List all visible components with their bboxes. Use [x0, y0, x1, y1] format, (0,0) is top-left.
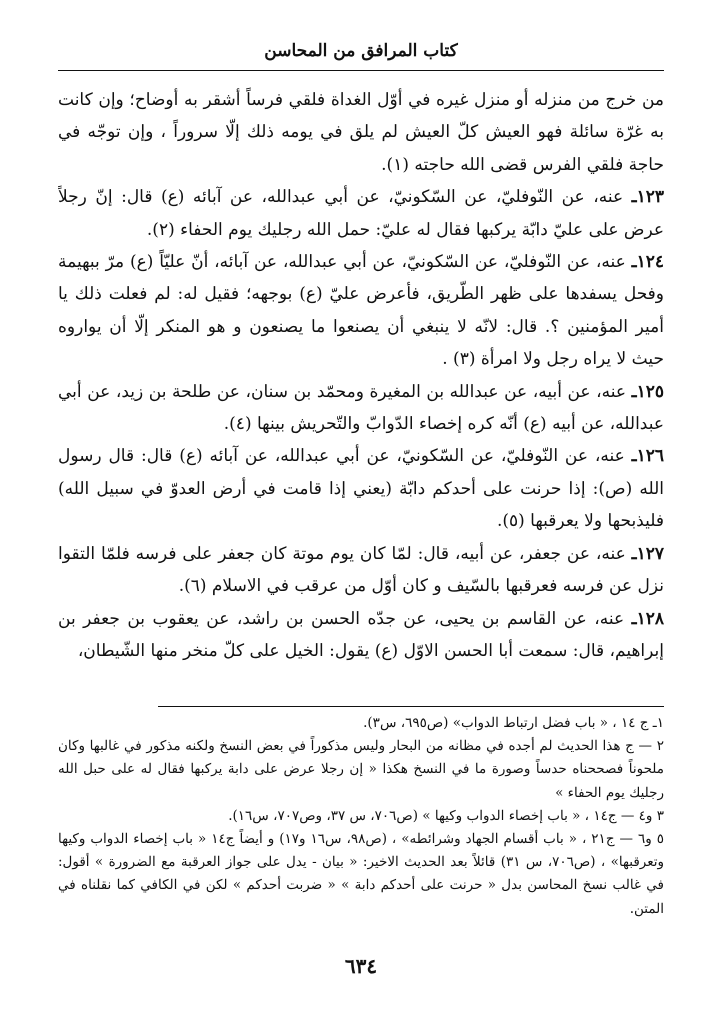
hadith-text: عنه، عن جعفر، عن أبيه، قال: لمّا كان يوم موتة كان جعفر على فرسه فلمّا التقوا نزل عن فرسه فعرقبها بالسّيف و كان أوّل من عرقب في الاسلام (٦). [58, 543, 664, 597]
book-page [58, 36, 664, 996]
running-head: كتاب المرافق من المحاسن [264, 41, 458, 61]
footnote-rule [158, 706, 664, 707]
hadith-text: عنه، عن القاسم بن يحيى، عن جدّه الحسن بن راشد، عن يعقوب بن جعفر بن إبراهيم، قال: سمعت أبا الحسن الاوّل (ع) يقول: الخيل على كلّ منخر منها الشّيطان، [58, 608, 664, 661]
hadith-number: ١٢٨ـ [631, 608, 664, 629]
hadith-text: عنه، عن أبيه، عن عبدالله بن المغيرة ومحمّد بن سنان، عن طلحة بن زيد، عن أبي عبدالله، عن أبيه (ع) أنّه كره إخصاء الدّوابّ والتّحريش بينها (٤). [58, 381, 664, 435]
main-text [58, 84, 664, 732]
hadith-126 [58, 440, 664, 537]
hadith-text: عنه، عن النّوفليّ، عن السّكونيّ، عن أبي عبدالله، عن آبائه (ع) قال: قال رسول الله (ص): إذا حرنت على أحدكم دابّة (يعني إذا قامت في أرض العدوّ في سبيل الله) فليذبحها ولا يعرقبها (٥). [58, 446, 664, 532]
hadith-number: ١٢٧ـ [631, 543, 664, 564]
hadith-127 [58, 538, 664, 603]
hadith-125 [58, 376, 664, 441]
hadith-text: عنه، عن النّوفليّ، عن السّكونيّ، عن أبي عبدالله، عن آبائه، أنّ عليّاً (ع) مرّ ببهيمة وفحل يسفدها على ظهر الطّريق، فأعرض عليّ (ع) بوجهه؛ فقيل له: لم فعلت ذلك يا أمير المؤمنين ؟. قال: لانّه لا ينبغي أن يصنعوا ما يصنعون و هو المنكر إلّا أن يواروه حيث لا يراه رجل ولا امرأة (٣) . [58, 252, 664, 370]
hadith-text: عنه، عن النّوفليّ، عن السّكونيّ، عن أبي عبدالله، عن آبائه (ع) قال: إنّ رجلاً عرض على عليّ دابّة يركبها فقال له عليّ: حمل الله رجليك يوم الحفاء (٢). [58, 187, 664, 240]
footnote-1: ١ـ ج ١٤ ، « باب فضل ارتباط الدواب» (ص٦٩٥، س٣). [363, 715, 664, 731]
footnotes [58, 712, 664, 944]
footnote-2: ٢ — ج هذا الحديث لم أجده في مظانه من البحار وليس مذكوراً في بعض النسخ ولكنه مذكور في غالبها وكان ملحوناً فصححناه حدساً وصورة ما في النسخ هكذا « إن رجلا عرض على دابة يركبها فقال له على حبل الله رجليك يوم الحفاء » [58, 738, 664, 801]
hadith-123 [58, 181, 664, 246]
hadith-number: ١٢٥ـ [631, 381, 664, 402]
hadith-number: ١٢٣ـ [631, 187, 664, 208]
page-number: ٦٣٤ [344, 954, 378, 978]
header-rule [58, 70, 664, 71]
footnote-3-4: ٣ و٤ — ج١٤ ، « باب إخصاء الدواب وكيها » (ص٧٠٦، س ٣٧، وص٧٠٧، س١٦). [228, 807, 664, 824]
hadith-124 [58, 246, 664, 376]
intro-paragraph: من خرج من منزله أو منزل غيره في أوّل الغداة فلقي فرساً أشقر به أوضاح؛ وإن كانت به غرّة سائلة فهو العيش كلّ العيش لم يلق في يومه ذلك إلّا سروراً ، وإن توجّه في حاجة فلقي الفرس قضى الله حاجته (١). [58, 90, 664, 175]
hadith-number: ١٢٤ـ [631, 252, 664, 273]
footnote-5-6: ٥ و٦ — ج٢١ ، « باب أقسام الجهاد وشرائطه» ، (ص٩٨، س١٦ و١٧) و أيضاً ج١٤ « باب إخصاء الدواب وكيها وتعرقبها» ، (ص٧٠٦، س ٣١) قائلاً بعد الحديث الاخير: « بيان - يدل على جواز العرقبة مع الضرورة » أقول: في غالب نسخ المحاسن بدل « حرنت على أحدكم دابة » « ضربت أحدكم » لكن في الكافي كما نقلناه في المتن. [58, 831, 664, 917]
hadith-number: ١٢٦ـ [631, 446, 664, 467]
hadith-128 [58, 603, 664, 668]
